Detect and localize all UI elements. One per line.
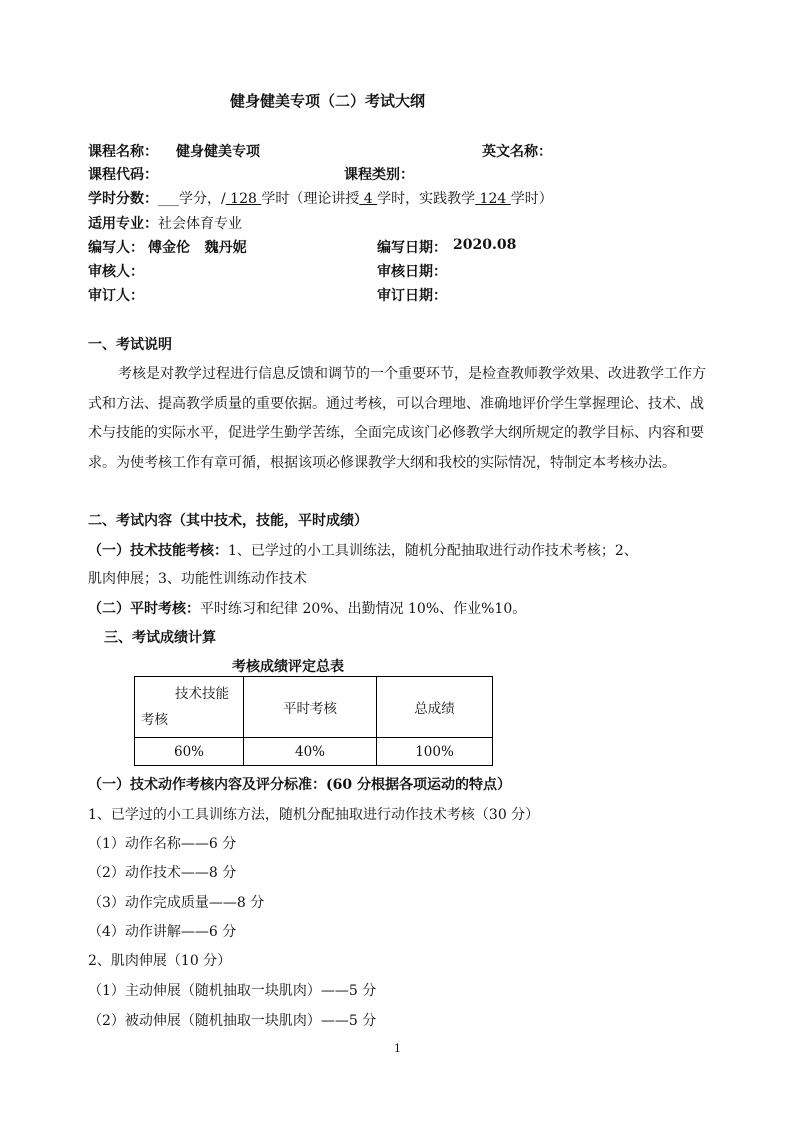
major-value: 社会体育专业 xyxy=(158,216,242,232)
value-regular: 40% xyxy=(244,738,377,766)
review-date-label: 审核日期： xyxy=(377,264,447,280)
author-value: 傅金伦 魏丹妮 xyxy=(148,240,247,256)
section2-item1-label: （一）技术技能考核： xyxy=(88,543,228,559)
page-number: 1 xyxy=(394,1042,401,1055)
approver-label: 审订人： xyxy=(88,288,144,304)
score-table xyxy=(134,676,493,766)
section4-item2: 2、肌肉伸展（10 分） xyxy=(88,953,232,969)
date-value: 2020.08 xyxy=(453,237,517,253)
table-title: 考核成绩评定总表 xyxy=(232,659,344,675)
section3-heading: 三、考试成绩计算 xyxy=(104,630,216,646)
section4-sub1-1: （1）动作名称——6 分 xyxy=(88,836,237,852)
section2-heading: 二、考试内容（其中技术，技能，平时成绩） xyxy=(88,513,368,529)
credits-row xyxy=(88,188,553,208)
header-technical-line1: 技术技能 xyxy=(175,686,229,702)
header-regular: 平时考核 xyxy=(244,677,377,738)
reviewer-label: 审核人： xyxy=(88,264,144,280)
hours-total: 128 xyxy=(225,191,262,207)
hours-theory: 4 xyxy=(359,191,378,207)
header-technical xyxy=(135,677,244,738)
score-table-row xyxy=(135,738,493,766)
section2-item1-text-a: 1、已学过的小工具训练法，随机分配抽取进行动作技术考核；2、 xyxy=(228,543,638,559)
section4-sub2-1: （1）主动伸展（随机抽取一块肌肉）——5 分 xyxy=(88,983,377,999)
credits-label: 学时分数： xyxy=(88,191,158,207)
major-label: 适用专业： xyxy=(88,216,158,232)
section4-sub1-2: （2）动作技术——8 分 xyxy=(88,865,237,881)
section4-sub2-2: （2）被动伸展（随机抽取一块肌肉）——5 分 xyxy=(88,1013,377,1029)
section1-heading: 一、考试说明 xyxy=(88,337,172,353)
section4-sub1-3: （3）动作完成质量——8 分 xyxy=(88,895,265,911)
section2-item2-text: 平时练习和纪律 20%、出勤情况 10%、作业%10。 xyxy=(200,601,527,617)
page-title: 健身健美专项（二）考试大纲 xyxy=(230,92,426,110)
section4-heading: （一）技术动作考核内容及评分标准：(60 分根据各项运动的特点） xyxy=(88,777,511,793)
hours-text-3: 学时） xyxy=(510,191,553,207)
value-total: 100% xyxy=(377,738,493,766)
section4-sub1-4: （4）动作讲解——6 分 xyxy=(88,924,237,940)
hours-text-2: 学时，实践教学 xyxy=(377,191,476,207)
section4-item1: 1、已学过的小工具训练方法，随机分配抽取进行动作技术考核（30 分） xyxy=(88,807,540,823)
english-name-label: 英文名称： xyxy=(482,144,552,160)
header-technical-line2: 考核 xyxy=(141,712,168,728)
hours-text-1: 学时（理论讲授 xyxy=(261,191,360,207)
section2-item2 xyxy=(88,598,526,618)
approve-date-label: 审订日期： xyxy=(377,288,447,304)
section1-paragraph-text: 考核是对教学过程进行信息反馈和调节的一个重要环节，是检查教师教学效果、改进教学工作方式和方法、提高教学质量的重要依据。通过考核，可以合理地、准确地评价学生掌握理论、技术、战术与技能的实际水平，促进学生勤学苦练，全面完成该门必修教学大纲所规定的教学目标、内容和要求。为使考核工作有章可循，根据该项必修课教学大纲和我校的实际情况，特制定本考核办法。 xyxy=(88,366,706,471)
header-total: 总成绩 xyxy=(377,677,493,738)
date-label: 编写日期： xyxy=(377,240,447,256)
course-code-label: 课程代码： xyxy=(88,167,158,183)
value-technical: 60% xyxy=(135,738,244,766)
hours-practice: 124 xyxy=(475,191,511,207)
section2-item1-text-b: 肌肉伸展；3、功能性训练动作技术 xyxy=(88,571,307,587)
major-row xyxy=(88,213,242,233)
credits-text: 学分，/ xyxy=(179,191,226,207)
course-name-value: 健身健美专项 xyxy=(176,144,260,160)
course-type-label: 课程类别： xyxy=(344,167,414,183)
section1-paragraph xyxy=(88,360,713,478)
course-name-label: 课程名称： xyxy=(88,144,158,160)
section2-item2-label: （二）平时考核： xyxy=(88,601,200,617)
section2-item1 xyxy=(88,540,638,560)
credits-blank: ___ xyxy=(158,191,179,207)
author-label: 编写人： xyxy=(88,240,144,256)
score-table-header-row xyxy=(135,677,493,738)
